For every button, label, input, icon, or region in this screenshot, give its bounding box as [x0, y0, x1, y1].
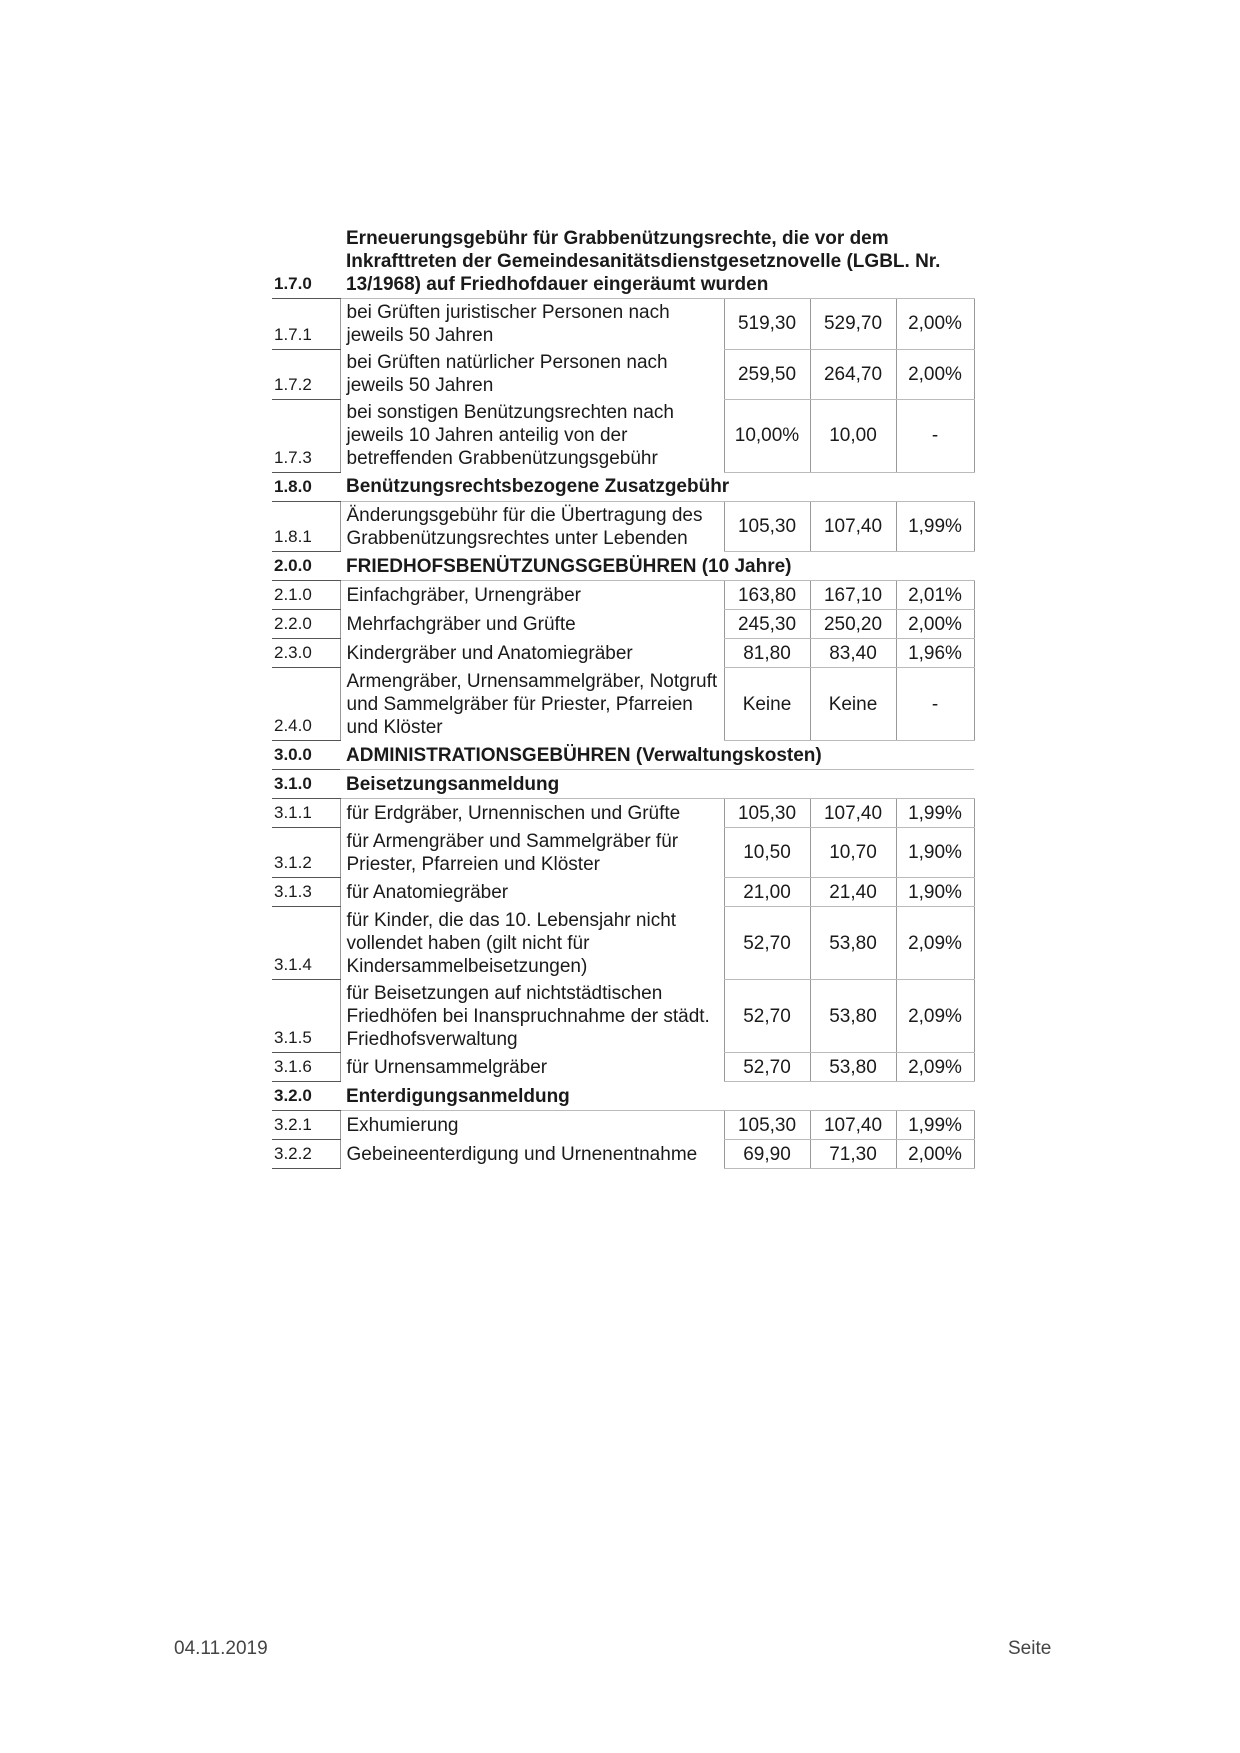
fee-old-value: 105,30	[724, 501, 810, 552]
fee-row	[272, 581, 974, 610]
fee-new-value: 83,40	[810, 639, 896, 668]
section-header-row	[272, 225, 974, 299]
fee-new-value: 529,70	[810, 299, 896, 350]
fee-description: für Armengräber und Sammelgräber für Priester, Pfarreien und Klöster	[340, 828, 724, 878]
fee-change-percent: 2,09%	[896, 907, 974, 980]
fee-old-value: 52,70	[724, 980, 810, 1053]
fee-old-value: 69,90	[724, 1140, 810, 1169]
fee-old-value: 10,00%	[724, 399, 810, 472]
fee-change-percent: 2,00%	[896, 1140, 974, 1169]
fee-row	[272, 639, 974, 668]
fee-new-value: Keine	[810, 668, 896, 741]
item-number: 1.7.2	[272, 349, 340, 399]
footer-page-label: Seite	[1008, 1638, 1052, 1659]
fee-row	[272, 907, 974, 980]
section-title: Enterdigungsanmeldung	[340, 1082, 974, 1111]
fee-row	[272, 299, 974, 350]
item-number: 1.7.0	[272, 225, 340, 299]
fee-change-percent: 2,09%	[896, 1053, 974, 1082]
fee-description: Mehrfachgräber und Grüfte	[340, 610, 724, 639]
fee-change-percent: -	[896, 668, 974, 741]
item-number: 3.2.2	[272, 1140, 340, 1169]
fee-new-value: 53,80	[810, 907, 896, 980]
fee-description: für Beisetzungen auf nichtstädtischen Friedhöfen bei Inanspruchnahme der städt. Friedhofsverwaltung	[340, 980, 724, 1053]
fee-description: Armengräber, Urnensammelgräber, Notgruft und Sammelgräber für Priester, Pfarreien und Klöster	[340, 668, 724, 741]
fee-change-percent: 1,90%	[896, 878, 974, 907]
item-number: 1.8.0	[272, 472, 340, 501]
fee-new-value: 250,20	[810, 610, 896, 639]
item-number: 3.1.1	[272, 799, 340, 828]
section-title: Erneuerungsgebühr für Grabbenützungsrechte, die vor dem Inkrafttreten der Gemeindesanitätsdienstgesetznovelle (LGBL. Nr. 13/1968) auf Friedhofdauer eingeräumt wurden	[340, 225, 974, 299]
fee-new-value: 107,40	[810, 501, 896, 552]
item-number: 2.1.0	[272, 581, 340, 610]
fee-description: für Anatomiegräber	[340, 878, 724, 907]
fee-change-percent: 2,09%	[896, 980, 974, 1053]
fee-description: Änderungsgebühr für die Übertragung des Grabbenützungsrechtes unter Lebenden	[340, 501, 724, 552]
section-header-row	[272, 472, 974, 501]
fee-description: für Kinder, die das 10. Lebensjahr nicht vollendet haben (gilt nicht für Kindersammelbeisetzungen)	[340, 907, 724, 980]
fee-description: bei sonstigen Benützungsrechten nach jeweils 10 Jahren anteilig von der betreffenden Grabbenützungsgebühr	[340, 399, 724, 472]
fee-new-value: 107,40	[810, 1111, 896, 1140]
fee-change-percent: -	[896, 399, 974, 472]
item-number: 2.2.0	[272, 610, 340, 639]
fee-row	[272, 980, 974, 1053]
fee-row	[272, 799, 974, 828]
fee-description: Kindergräber und Anatomiegräber	[340, 639, 724, 668]
item-number: 3.1.4	[272, 907, 340, 980]
item-number: 3.1.5	[272, 980, 340, 1053]
fee-row	[272, 878, 974, 907]
item-number: 2.4.0	[272, 668, 340, 741]
fee-old-value: 81,80	[724, 639, 810, 668]
fee-row	[272, 399, 974, 472]
fee-old-value: 10,50	[724, 828, 810, 878]
item-number: 2.3.0	[272, 639, 340, 668]
fee-new-value: 264,70	[810, 349, 896, 399]
fee-old-value: Keine	[724, 668, 810, 741]
item-number: 1.7.1	[272, 299, 340, 350]
fee-row	[272, 501, 974, 552]
fee-row	[272, 610, 974, 639]
fee-description: Gebeineenterdigung und Urnenentnahme	[340, 1140, 724, 1169]
fee-new-value: 10,70	[810, 828, 896, 878]
fee-table	[272, 225, 975, 1169]
item-number: 3.0.0	[272, 741, 340, 770]
fee-change-percent: 2,00%	[896, 610, 974, 639]
fee-description: bei Grüften juristischer Personen nach jeweils 50 Jahren	[340, 299, 724, 350]
item-number: 3.1.0	[272, 770, 340, 799]
fee-old-value: 519,30	[724, 299, 810, 350]
section-header-row	[272, 741, 974, 770]
fee-new-value: 167,10	[810, 581, 896, 610]
section-title: Benützungsrechtsbezogene Zusatzgebühr	[340, 472, 974, 501]
fee-old-value: 21,00	[724, 878, 810, 907]
section-title: Beisetzungsanmeldung	[340, 770, 974, 799]
item-number: 3.1.6	[272, 1053, 340, 1082]
section-header-row	[272, 770, 974, 799]
fee-change-percent: 2,00%	[896, 299, 974, 350]
fee-old-value: 52,70	[724, 1053, 810, 1082]
item-number: 3.1.3	[272, 878, 340, 907]
item-number: 3.2.0	[272, 1082, 340, 1111]
fee-description: für Urnensammelgräber	[340, 1053, 724, 1082]
fee-old-value: 105,30	[724, 1111, 810, 1140]
fee-row	[272, 1111, 974, 1140]
fee-description: Exhumierung	[340, 1111, 724, 1140]
fee-old-value: 163,80	[724, 581, 810, 610]
fee-old-value: 52,70	[724, 907, 810, 980]
fee-new-value: 71,30	[810, 1140, 896, 1169]
fee-description: für Erdgräber, Urnennischen und Grüfte	[340, 799, 724, 828]
fee-table-body	[272, 225, 974, 1169]
fee-row	[272, 1140, 974, 1169]
fee-new-value: 107,40	[810, 799, 896, 828]
section-title: FRIEDHOFSBENÜTZUNGSGEBÜHREN (10 Jahre)	[340, 552, 974, 581]
fee-row	[272, 1053, 974, 1082]
fee-change-percent: 2,01%	[896, 581, 974, 610]
fee-row	[272, 828, 974, 878]
section-header-row	[272, 1082, 974, 1111]
fee-old-value: 245,30	[724, 610, 810, 639]
footer-date: 04.11.2019	[174, 1638, 268, 1659]
item-number: 1.7.3	[272, 399, 340, 472]
fee-change-percent: 1,99%	[896, 1111, 974, 1140]
fee-description: bei Grüften natürlicher Personen nach jeweils 50 Jahren	[340, 349, 724, 399]
fee-new-value: 53,80	[810, 1053, 896, 1082]
item-number: 1.8.1	[272, 501, 340, 552]
fee-new-value: 53,80	[810, 980, 896, 1053]
fee-description: Einfachgräber, Urnengräber	[340, 581, 724, 610]
fee-change-percent: 1,96%	[896, 639, 974, 668]
section-title: ADMINISTRATIONSGEBÜHREN (Verwaltungskosten)	[340, 741, 974, 770]
fee-change-percent: 2,00%	[896, 349, 974, 399]
fee-change-percent: 1,90%	[896, 828, 974, 878]
item-number: 2.0.0	[272, 552, 340, 581]
fee-old-value: 259,50	[724, 349, 810, 399]
item-number: 3.2.1	[272, 1111, 340, 1140]
fee-row	[272, 668, 974, 741]
fee-new-value: 21,40	[810, 878, 896, 907]
fee-row	[272, 349, 974, 399]
fee-old-value: 105,30	[724, 799, 810, 828]
fee-change-percent: 1,99%	[896, 799, 974, 828]
section-header-row	[272, 552, 974, 581]
fee-new-value: 10,00	[810, 399, 896, 472]
item-number: 3.1.2	[272, 828, 340, 878]
fee-change-percent: 1,99%	[896, 501, 974, 552]
